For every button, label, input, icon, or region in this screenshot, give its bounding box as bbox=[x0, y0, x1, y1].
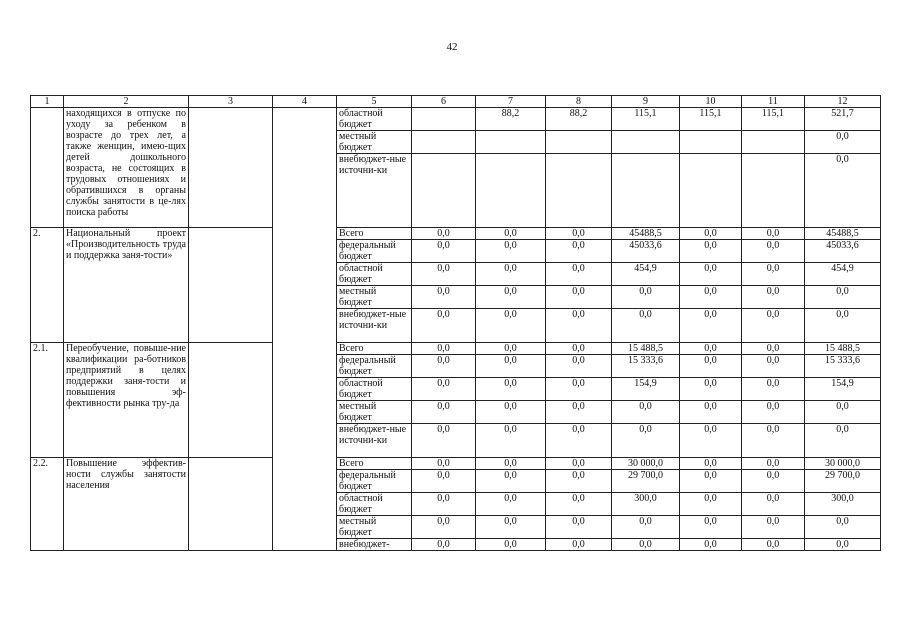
amount-cell: 0,0 bbox=[546, 286, 612, 309]
amount-cell: 0,0 bbox=[546, 401, 612, 424]
amount-cell: 0,0 bbox=[412, 516, 476, 539]
amount-cell: 0,0 bbox=[412, 240, 476, 263]
amount-cell: 0,0 bbox=[546, 343, 612, 355]
amount-cell: 88,2 bbox=[476, 108, 546, 131]
column-number-4: 4 bbox=[273, 96, 337, 108]
amount-cell: 0,0 bbox=[680, 470, 742, 493]
amount-cell: 0,0 bbox=[805, 154, 881, 228]
amount-cell: 454,9 bbox=[612, 263, 680, 286]
column-number-9: 9 bbox=[612, 96, 680, 108]
amount-cell bbox=[742, 131, 805, 154]
amount-cell bbox=[476, 154, 546, 228]
amount-cell bbox=[412, 131, 476, 154]
table-row bbox=[31, 343, 881, 355]
funding-source: федеральный бюджет bbox=[337, 470, 412, 493]
amount-cell: 0,0 bbox=[742, 309, 805, 343]
amount-cell: 0,0 bbox=[546, 539, 612, 551]
column-number-11: 11 bbox=[742, 96, 805, 108]
amount-cell: 0,0 bbox=[476, 458, 546, 470]
amount-cell: 0,0 bbox=[546, 516, 612, 539]
amount-cell: 0,0 bbox=[476, 493, 546, 516]
amount-cell: 0,0 bbox=[476, 286, 546, 309]
amount-cell: 0,0 bbox=[546, 228, 612, 240]
amount-cell: 15 333,6 bbox=[805, 355, 881, 378]
amount-cell: 0,0 bbox=[412, 286, 476, 309]
funding-source: областной бюджет bbox=[337, 378, 412, 401]
amount-cell: 300,0 bbox=[805, 493, 881, 516]
column-3-cell bbox=[189, 343, 273, 458]
amount-cell: 0,0 bbox=[680, 493, 742, 516]
amount-cell: 0,0 bbox=[742, 378, 805, 401]
amount-cell: 0,0 bbox=[742, 240, 805, 263]
amount-cell: 0,0 bbox=[546, 493, 612, 516]
amount-cell bbox=[612, 131, 680, 154]
amount-cell: 0,0 bbox=[476, 539, 546, 551]
amount-cell bbox=[680, 154, 742, 228]
amount-cell bbox=[742, 154, 805, 228]
amount-cell bbox=[680, 131, 742, 154]
amount-cell: 30 000,0 bbox=[612, 458, 680, 470]
item-title: находящихся в отпуске по уходу за ребенком в возрасте до трех лет, а также женщин, имею-щих детей дошкольного возраста, не состоящих в трудовых отношениях и обратившихся в органы службы занятости в це-лях поиска работы bbox=[64, 108, 189, 228]
amount-cell bbox=[412, 108, 476, 131]
amount-cell: 154,9 bbox=[805, 378, 881, 401]
amount-cell bbox=[476, 131, 546, 154]
amount-cell: 0,0 bbox=[742, 424, 805, 458]
funding-source: областной бюджет bbox=[337, 263, 412, 286]
amount-cell: 0,0 bbox=[805, 131, 881, 154]
item-title: Национальный проект «Производительность труда и поддержка заня-тости» bbox=[64, 228, 189, 343]
amount-cell: 0,0 bbox=[805, 516, 881, 539]
budget-table bbox=[30, 95, 881, 551]
amount-cell: 0,0 bbox=[546, 240, 612, 263]
amount-cell: 0,0 bbox=[612, 539, 680, 551]
amount-cell: 45488,5 bbox=[805, 228, 881, 240]
funding-source: внебюджет-ные источни-ки bbox=[337, 309, 412, 343]
amount-cell: 0,0 bbox=[546, 309, 612, 343]
amount-cell: 0,0 bbox=[412, 539, 476, 551]
amount-cell: 0,0 bbox=[412, 228, 476, 240]
funding-source: местный бюджет bbox=[337, 401, 412, 424]
funding-source: областной бюджет bbox=[337, 108, 412, 131]
amount-cell: 45033,6 bbox=[612, 240, 680, 263]
funding-source: внебюджет-ные источни-ки bbox=[337, 154, 412, 228]
column-number-8: 8 bbox=[546, 96, 612, 108]
item-number bbox=[31, 108, 64, 228]
amount-cell: 0,0 bbox=[680, 539, 742, 551]
page-number: 42 bbox=[446, 41, 458, 53]
amount-cell: 0,0 bbox=[680, 343, 742, 355]
amount-cell: 0,0 bbox=[412, 401, 476, 424]
item-title: Переобучение, повыше-ние квалификации ра-ботников предприятий в целях поддержки заня-тости и повышения эф-фективности рынка тру-да bbox=[64, 343, 189, 458]
amount-cell: 0,0 bbox=[476, 228, 546, 240]
amount-cell: 0,0 bbox=[742, 470, 805, 493]
column-number-3: 3 bbox=[189, 96, 273, 108]
column-number-12: 12 bbox=[805, 96, 881, 108]
item-title: Повышение эффектив-ности службы занятости населения bbox=[64, 458, 189, 551]
funding-source: местный бюджет bbox=[337, 131, 412, 154]
amount-cell: 115,1 bbox=[742, 108, 805, 131]
column-number-2: 2 bbox=[64, 96, 189, 108]
amount-cell: 0,0 bbox=[476, 355, 546, 378]
amount-cell: 115,1 bbox=[680, 108, 742, 131]
funding-source: федеральный бюджет bbox=[337, 240, 412, 263]
amount-cell: 0,0 bbox=[805, 424, 881, 458]
amount-cell bbox=[546, 154, 612, 228]
column-number-7: 7 bbox=[476, 96, 546, 108]
amount-cell: 0,0 bbox=[612, 516, 680, 539]
amount-cell: 0,0 bbox=[546, 470, 612, 493]
amount-cell: 0,0 bbox=[546, 355, 612, 378]
funding-source: внебюджет-ные источни-ки bbox=[337, 424, 412, 458]
column-3-cell bbox=[189, 108, 273, 228]
amount-cell: 0,0 bbox=[805, 286, 881, 309]
amount-cell: 45033,6 bbox=[805, 240, 881, 263]
funding-source: федеральный бюджет bbox=[337, 355, 412, 378]
funding-source: Всего bbox=[337, 343, 412, 355]
amount-cell: 0,0 bbox=[476, 470, 546, 493]
amount-cell: 0,0 bbox=[412, 343, 476, 355]
amount-cell: 0,0 bbox=[412, 263, 476, 286]
column-3-cell bbox=[189, 228, 273, 343]
column-3-cell bbox=[189, 458, 273, 551]
amount-cell bbox=[546, 131, 612, 154]
funding-source: внебюджет- bbox=[337, 539, 412, 551]
amount-cell: 0,0 bbox=[742, 401, 805, 424]
table-row bbox=[31, 458, 881, 470]
amount-cell: 0,0 bbox=[476, 378, 546, 401]
column-number-row bbox=[31, 96, 881, 108]
amount-cell: 454,9 bbox=[805, 263, 881, 286]
funding-source: местный бюджет bbox=[337, 286, 412, 309]
amount-cell: 15 488,5 bbox=[805, 343, 881, 355]
amount-cell: 0,0 bbox=[742, 228, 805, 240]
amount-cell: 15 488,5 bbox=[612, 343, 680, 355]
amount-cell: 0,0 bbox=[742, 286, 805, 309]
amount-cell: 0,0 bbox=[612, 309, 680, 343]
amount-cell: 0,0 bbox=[680, 401, 742, 424]
amount-cell: 0,0 bbox=[476, 424, 546, 458]
amount-cell: 154,9 bbox=[612, 378, 680, 401]
amount-cell: 0,0 bbox=[612, 286, 680, 309]
amount-cell: 0,0 bbox=[805, 309, 881, 343]
amount-cell: 0,0 bbox=[742, 516, 805, 539]
funding-source: областной бюджет bbox=[337, 493, 412, 516]
amount-cell: 0,0 bbox=[546, 424, 612, 458]
amount-cell: 0,0 bbox=[412, 309, 476, 343]
amount-cell: 0,0 bbox=[412, 424, 476, 458]
amount-cell: 0,0 bbox=[412, 470, 476, 493]
column-number-1: 1 bbox=[31, 96, 64, 108]
item-number: 2. bbox=[31, 228, 64, 343]
table-row bbox=[31, 108, 881, 131]
amount-cell: 0,0 bbox=[742, 493, 805, 516]
column-number-10: 10 bbox=[680, 96, 742, 108]
amount-cell: 0,0 bbox=[476, 401, 546, 424]
funding-source: Всего bbox=[337, 458, 412, 470]
table-body bbox=[31, 96, 881, 551]
amount-cell: 0,0 bbox=[680, 424, 742, 458]
amount-cell: 0,0 bbox=[476, 263, 546, 286]
amount-cell: 0,0 bbox=[742, 343, 805, 355]
funding-source: Всего bbox=[337, 228, 412, 240]
amount-cell: 0,0 bbox=[742, 263, 805, 286]
amount-cell: 0,0 bbox=[546, 458, 612, 470]
amount-cell: 0,0 bbox=[680, 286, 742, 309]
item-number: 2.1. bbox=[31, 343, 64, 458]
column-number-6: 6 bbox=[412, 96, 476, 108]
amount-cell: 45488,5 bbox=[612, 228, 680, 240]
amount-cell: 0,0 bbox=[546, 378, 612, 401]
amount-cell: 29 700,0 bbox=[805, 470, 881, 493]
amount-cell: 0,0 bbox=[680, 240, 742, 263]
amount-cell: 0,0 bbox=[805, 539, 881, 551]
amount-cell: 0,0 bbox=[476, 516, 546, 539]
amount-cell: 29 700,0 bbox=[612, 470, 680, 493]
amount-cell: 0,0 bbox=[476, 309, 546, 343]
amount-cell: 0,0 bbox=[805, 401, 881, 424]
amount-cell: 0,0 bbox=[680, 355, 742, 378]
amount-cell: 0,0 bbox=[680, 458, 742, 470]
amount-cell: 300,0 bbox=[612, 493, 680, 516]
amount-cell: 88,2 bbox=[546, 108, 612, 131]
amount-cell: 0,0 bbox=[680, 228, 742, 240]
amount-cell: 0,0 bbox=[680, 309, 742, 343]
amount-cell: 0,0 bbox=[412, 355, 476, 378]
amount-cell: 15 333,6 bbox=[612, 355, 680, 378]
amount-cell: 521,7 bbox=[805, 108, 881, 131]
column-4-cell bbox=[273, 108, 337, 551]
amount-cell bbox=[612, 154, 680, 228]
amount-cell: 0,0 bbox=[546, 263, 612, 286]
amount-cell: 0,0 bbox=[742, 355, 805, 378]
amount-cell: 0,0 bbox=[742, 458, 805, 470]
amount-cell: 0,0 bbox=[680, 516, 742, 539]
amount-cell: 0,0 bbox=[680, 263, 742, 286]
funding-source: местный бюджет bbox=[337, 516, 412, 539]
amount-cell: 0,0 bbox=[742, 539, 805, 551]
amount-cell: 30 000,0 bbox=[805, 458, 881, 470]
amount-cell: 0,0 bbox=[476, 240, 546, 263]
column-number-5: 5 bbox=[337, 96, 412, 108]
amount-cell: 0,0 bbox=[612, 424, 680, 458]
amount-cell: 0,0 bbox=[412, 378, 476, 401]
amount-cell: 0,0 bbox=[680, 378, 742, 401]
amount-cell: 0,0 bbox=[476, 343, 546, 355]
amount-cell: 0,0 bbox=[412, 458, 476, 470]
item-number: 2.2. bbox=[31, 458, 64, 551]
amount-cell bbox=[412, 154, 476, 228]
table-row bbox=[31, 228, 881, 240]
amount-cell: 0,0 bbox=[612, 401, 680, 424]
amount-cell: 0,0 bbox=[412, 493, 476, 516]
amount-cell: 115,1 bbox=[612, 108, 680, 131]
